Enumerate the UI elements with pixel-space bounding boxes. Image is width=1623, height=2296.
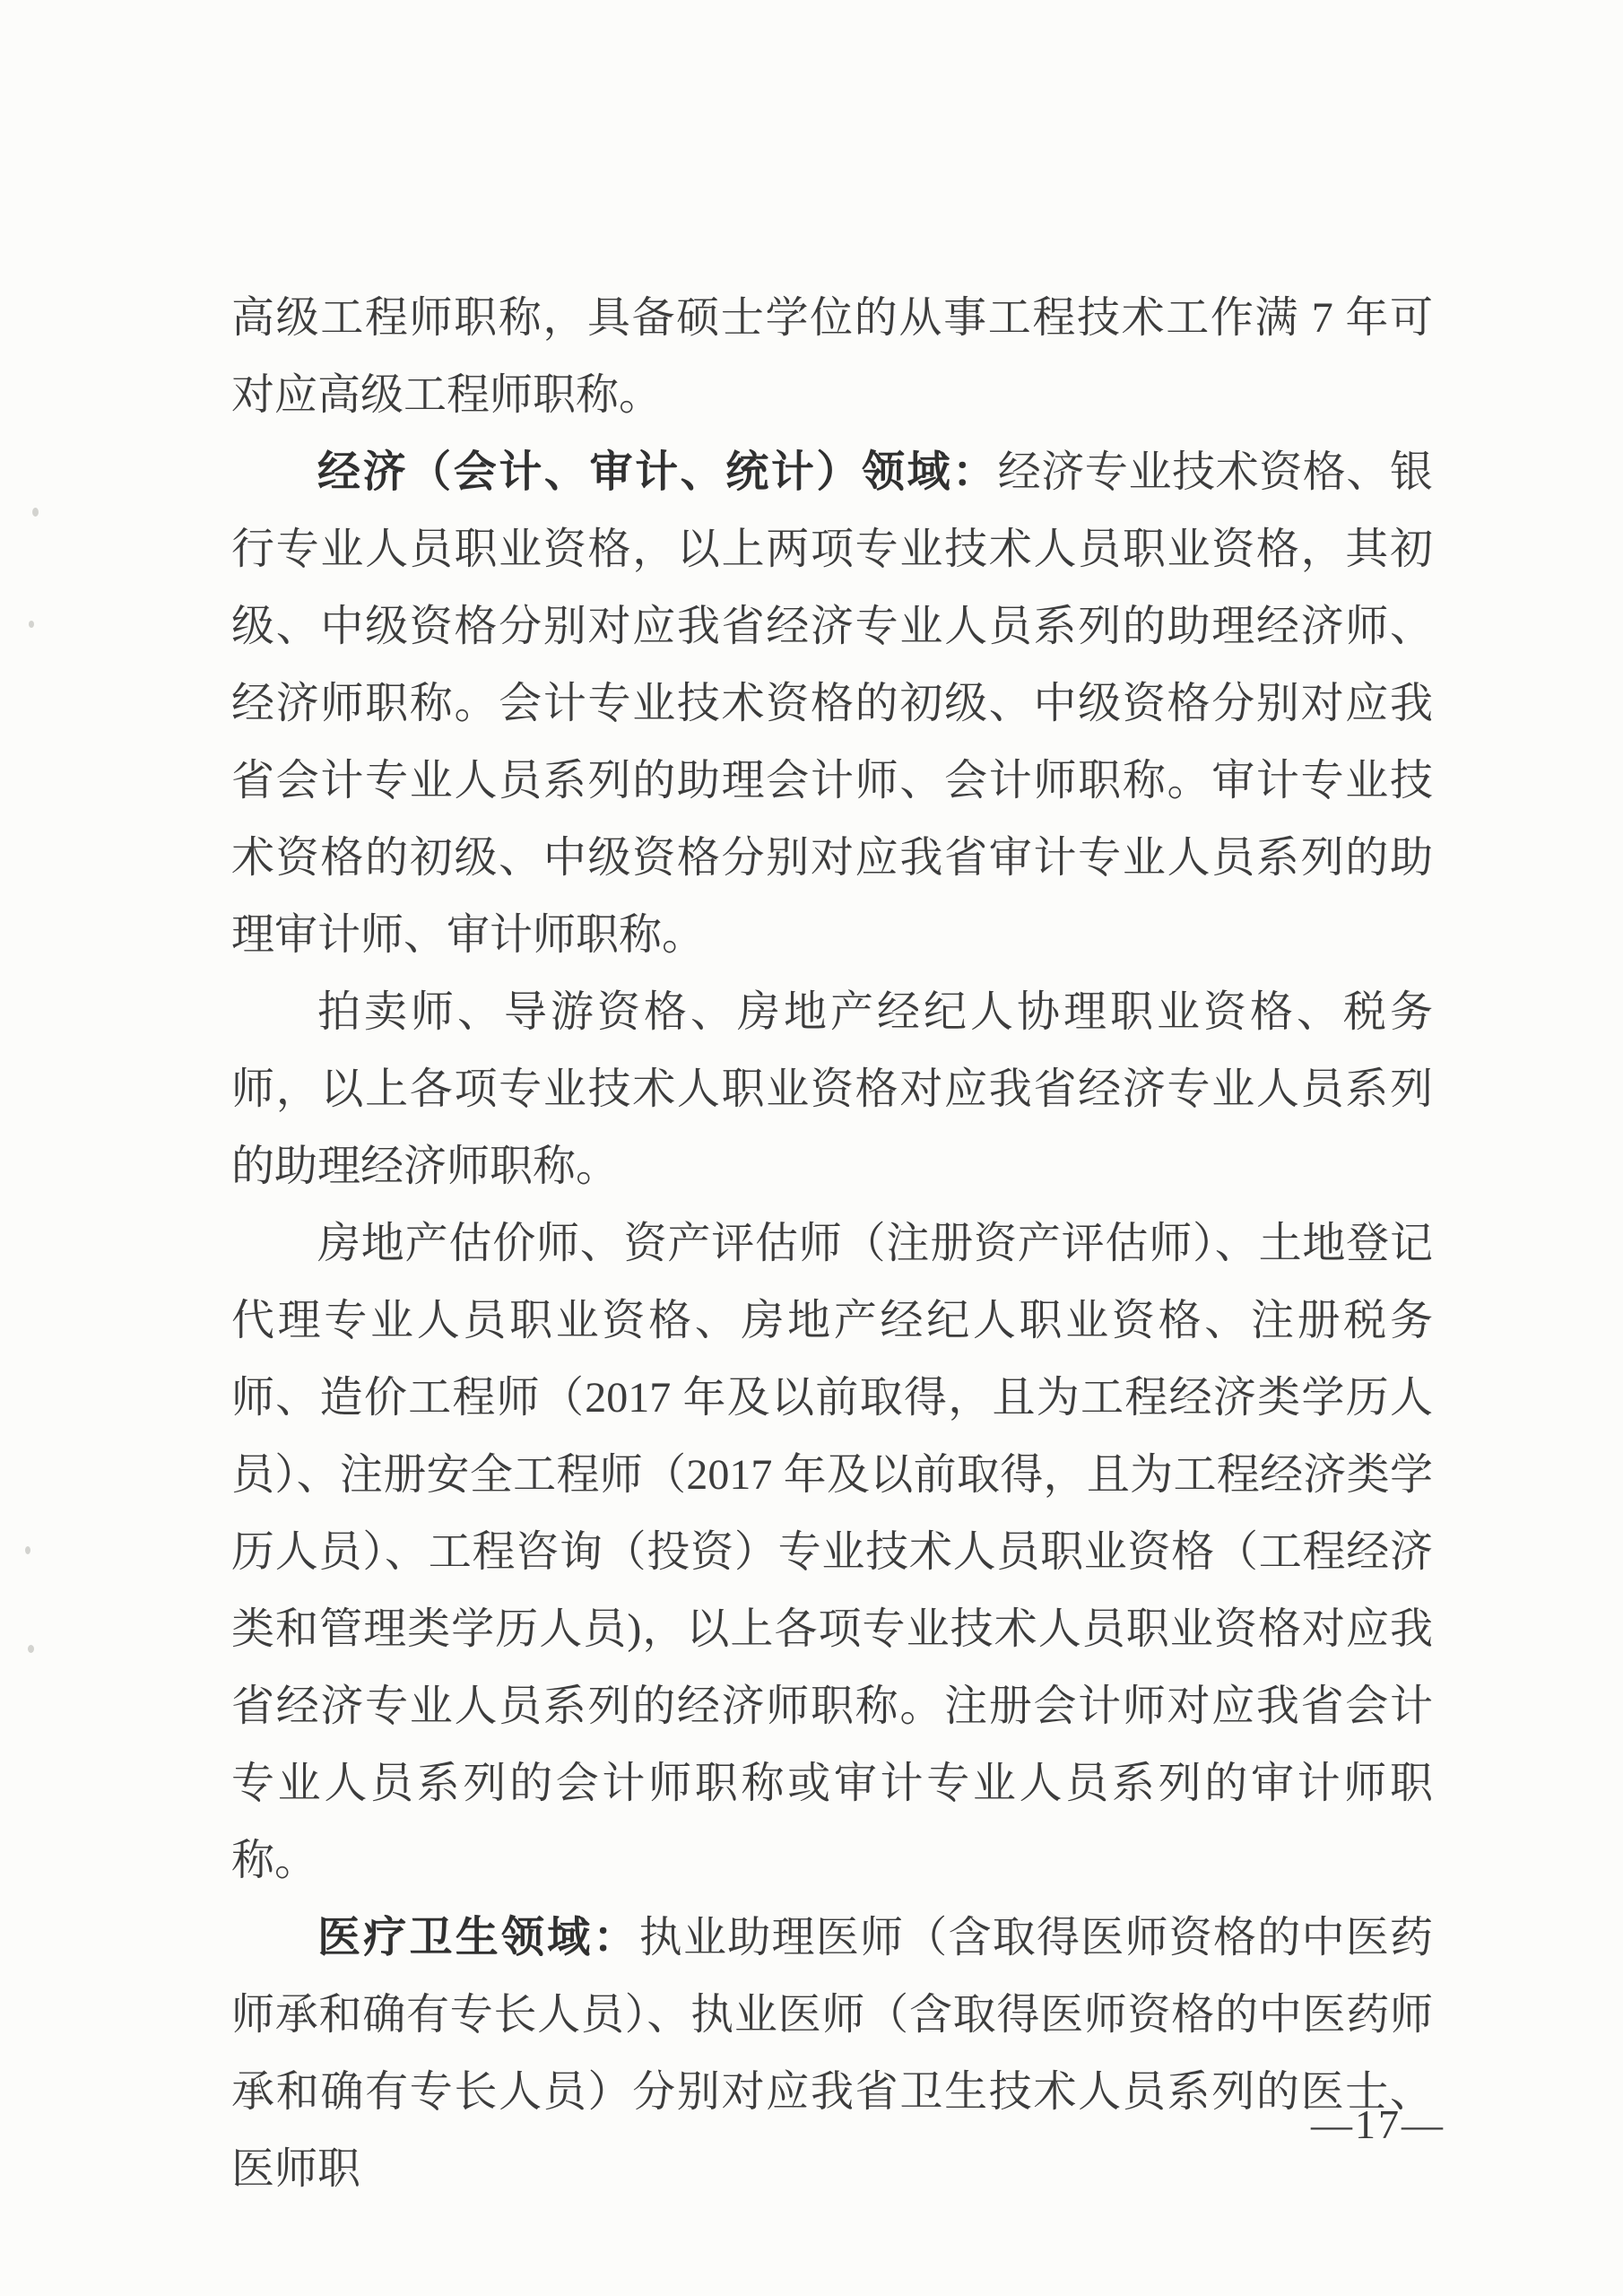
- paragraph: [231, 1900, 1433, 2208]
- scan-artifact: [28, 1645, 34, 1653]
- body-text: 拍卖师、导游资格、房地产经纪人协理职业资格、税务师，以上各项专业技术人职业资格对应我省经济专业人员系列的助理经济师职称。: [231, 988, 1433, 1190]
- body-text: 房地产估价师、资产评估师（注册资产评估师）、土地登记代理专业人员职业资格、房地产经纪人职业资格、注册税务师、造价工程师（2017 年及以前取得，且为工程经济类学历人员）、注册安全工程师（2017 年及以前取得，且为工程经济类学历人员）、工程咨询（投资）专业技术人员职业资格（工程经济类和管理类学历人员)，以上各项专业技术人员职业资格对应我省经济专业人员系列的经济师职称。注册会计师对应我省会计专业人员系列的会计师职称或审计专业人员系列的审计师职称。: [231, 1220, 1433, 1884]
- scan-artifact: [29, 621, 34, 628]
- section-heading: 医疗卫生领域：: [317, 1914, 639, 1961]
- page-number: —17—: [1311, 2101, 1445, 2147]
- paragraph: [231, 280, 1433, 434]
- section-heading: 经济（会计、审计、统计）领域：: [317, 448, 998, 496]
- paragraph: [231, 1205, 1433, 1900]
- document-body: [231, 280, 1433, 2208]
- body-text: 经济专业技术资格、银行专业人员职业资格，以上两项专业技术人员职业资格，其初级、中级资格分别对应我省经济专业人员系列的助理经济师、经济师职称。会计专业技术资格的初级、中级资格分别对应我省会计专业人员系列的助理会计师、会计师职称。审计专业技术资格的初级、中级资格分别对应我省审计专业人员系列的助理审计师、审计师职称。: [231, 448, 1433, 959]
- body-text: 执业助理医师（含取得医师资格的中医药师承和确有专长人员）、执业医师（含取得医师资格的中医药师承和确有专长人员）分别对应我省卫生技术人员系列的医士、医师职: [231, 1914, 1433, 2193]
- scan-artifact: [32, 508, 39, 517]
- scan-artifact: [25, 1546, 30, 1554]
- paragraph: [231, 434, 1433, 974]
- body-text: 高级工程师职称，具备硕士学位的从事工程技术工作满 7 年可对应高级工程师职称。: [231, 294, 1433, 419]
- paragraph: [231, 974, 1433, 1205]
